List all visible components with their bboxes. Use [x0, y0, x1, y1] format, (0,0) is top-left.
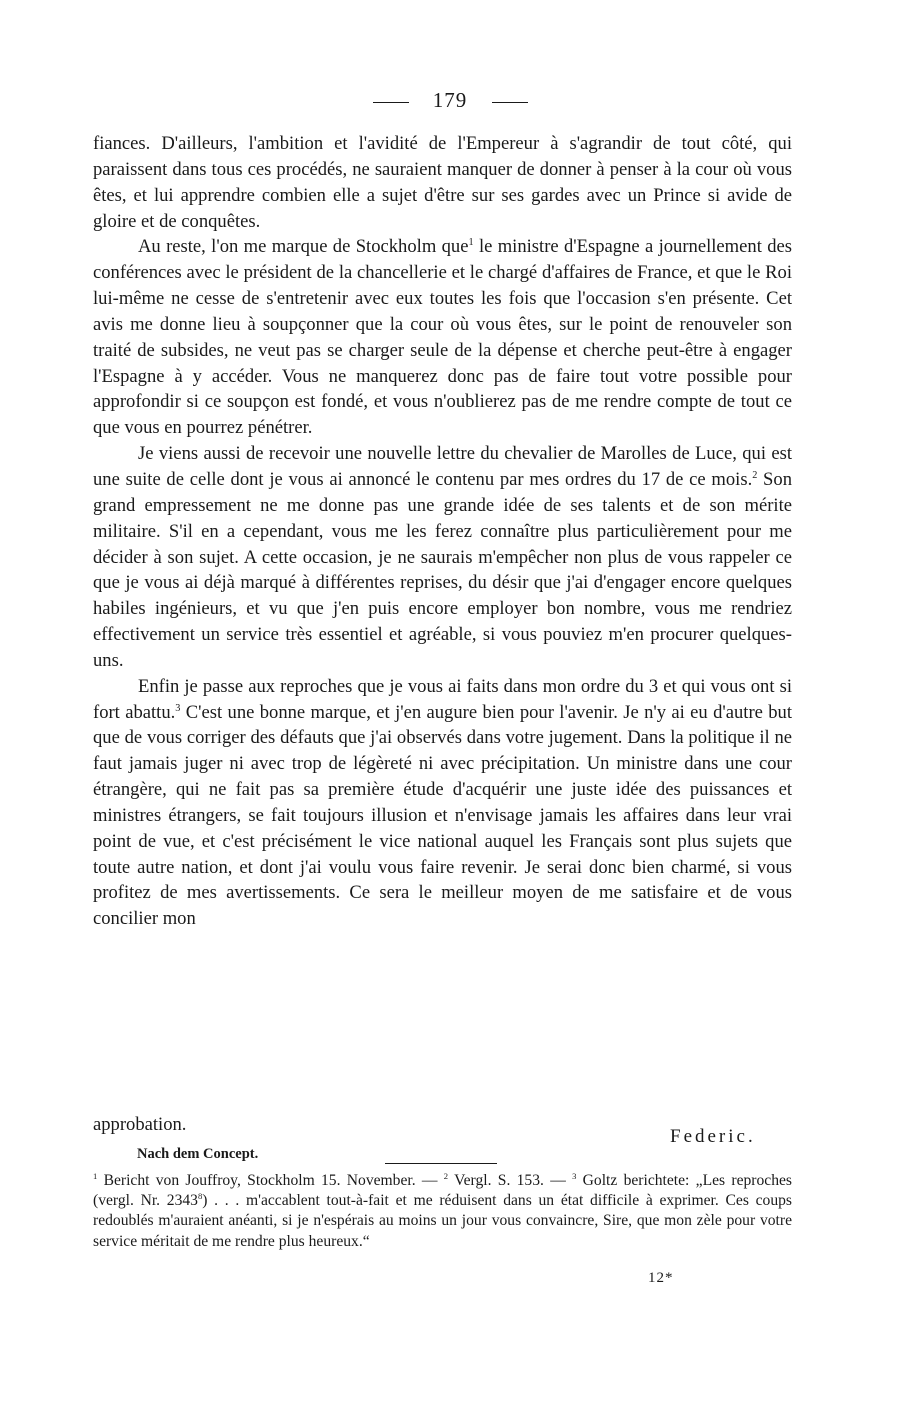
paragraph-2 [93, 234, 792, 441]
text-segment: Goltz berichtete: „Les reproches (vergl. Nr. 2343 [93, 1172, 792, 1210]
footnote-marker: 2 [752, 469, 758, 481]
text-segment: ) . . . m'accablent tout-à-fait et me réduisent dans un état difficile à exprimer. Ces coups redoublés m'auraient anéanti, si je n'espérais au moins un jour vous convaincre, Sire, que mon zèle pour votre service méritait de me rendre plus heureux.“ [93, 1192, 792, 1250]
paragraph-3 [93, 441, 792, 674]
paragraph-4 [93, 674, 792, 932]
footnotes [93, 1171, 792, 1252]
page-number: 179 [432, 88, 468, 112]
page-header [0, 88, 900, 113]
text-segment: Vergl. S. 153. — [448, 1172, 573, 1189]
header-dash-left [373, 102, 409, 103]
closing-word: approbation. [93, 1114, 187, 1135]
text-segment: Je viens aussi de recevoir une nouvelle lettre du chevalier de Marolles de Luce, qui est une suite de celle dont je vous ai annoncé le contenu par mes ordres du 17 de ce mois. [93, 443, 792, 490]
footnote-marker: 2 [443, 1170, 449, 1181]
paragraph-1 [93, 131, 792, 234]
footnote-marker: 3 [572, 1170, 577, 1181]
printer-signature-mark: 12* [648, 1270, 674, 1286]
footnote-1 [93, 1171, 792, 1252]
letter-body [93, 131, 792, 932]
footnote-marker: 1 [93, 1170, 98, 1181]
source-note: Nach dem Concept. [137, 1146, 259, 1162]
text-segment: Enfin je passe aux reproches que je vous ai faits dans mon ordre du 3 et qui vous ont si fort abattu. [93, 675, 792, 723]
text-segment: Bericht von Jouffroy, Stockholm 15. November. — [97, 1172, 444, 1189]
text-segment: fiances. D'ailleurs, l'ambition et l'avidité de l'Empereur à s'agrandir de tout côté, qui paraissent dans tous ces procédés, ne sauraient manquer de donner à penser à la cour où vous êtes, et lui apprendre combien elle a sujet d'être sur ses gardes avec un Prince si avide de gloire et de conquêtes. [93, 133, 792, 232]
footnote-marker: 1 [468, 237, 474, 249]
footnote-marker: 3 [175, 702, 181, 714]
footnote-divider [385, 1163, 497, 1164]
text-segment: C'est une bonne marque, et j'en augure bien pour l'avenir. Je n'y ai eu d'autre but que de vous corriger des défauts que j'ai observés dans votre jugement. Dans la politique il ne faut jamais juger ni avec trop de légèreté ni avec précipitation. Un ministre dans une cour étrangère, qui ne fait pas sa première étude d'acquérir une juste idée des puissances et ministres étrangers, se fait toujours illusion et n'envisage jamais les affaires dans leur vrai point de vue, et c'est précisément le vice national auquel les Français sont plus sujets que toute autre nation, et dont j'ai voulu vous faire revenir. Je serai donc bien charmé, si vous profitez de mes avertissements. Ce sera le meilleur moyen de me satisfaire et de vous concilier mon [93, 701, 793, 930]
text-segment: Au reste, l'on me marque de Stockholm que [138, 236, 469, 258]
text-segment: le ministre d'Espagne a journellement des conférences avec le président de la chancellerie et le chargé d'affaires de France, et que le Roi lui-même ne cesse de s'entretenir avec eux toutes les fois que l'occasion s'en présente. Cet avis me donne lieu à soupçonner que la cour où vous êtes, sur le point de renouveler son traité de subsides, ne veut pas se charger seule de la dépense et cherche peut-être à engager l'Espagne à y accéder. Vous ne manquerez donc pas de faire tout votre possible pour approfondir si ce soupçon est fondé, et vous n'oublierez pas de me rendre compte de tout ce que vous en pourrez pénétrer. [93, 236, 792, 439]
header-dash-right [492, 102, 528, 103]
footnote-marker: 8 [197, 1191, 203, 1202]
text-segment: Son grand empressement ne me donne pas une grande idée de ses talents et de son mérite militaire. S'il en a cependant, vous me les ferez connaître plus particulièrement pour me décider à son sujet. A cette occasion, je ne saurais m'empêcher non plus de vous rappeler ce que je vous ai déjà marqué à différentes reprises, du désir que j'ai d'engager encore quelques habiles ingénieurs, et vu que j'en puis encore employer bon nombre, vous me rendriez effectivement un service très essentiel et agréable, si vous pouviez m'en procurer quelques-uns. [93, 468, 792, 671]
signature: Federic. [670, 1126, 756, 1147]
